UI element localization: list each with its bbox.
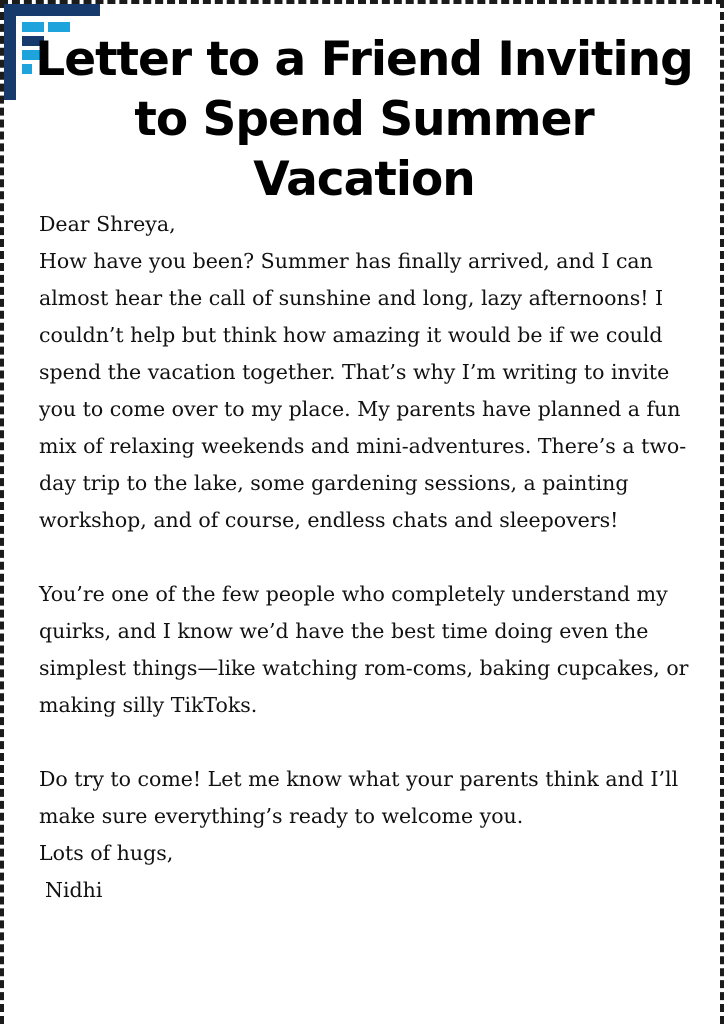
logo-left-bar xyxy=(4,4,16,100)
paragraph-spacer xyxy=(39,724,699,761)
letter-signature: Nidhi xyxy=(45,878,103,902)
logo-top-bar xyxy=(4,4,100,16)
paragraph-spacer xyxy=(39,539,699,576)
letter-body xyxy=(39,206,699,909)
letter-paragraph-1: How have you been? Summer has finally arrived, and I can almost hear the call of sunshine and long, lazy afternoons! I couldn’t help but think how amazing it would be if we could spend the vacation together. That’s why I’m writing to invite you to come over to my place. My parents have planned a fun mix of relaxing weekends and mini-adventures. There’s a two-day trip to the lake, some gardening sessions, a painting workshop, and of course, endless chats and sleepovers! xyxy=(39,249,687,532)
page-title: Letter to a Friend Inviting to Spend Summer Vacation xyxy=(35,32,693,207)
letter-paragraph-3: Do try to come! Let me know what your parents think and I’ll make sure everything’s ready to welcome you. xyxy=(39,767,679,828)
letter-salutation: Dear Shreya, xyxy=(39,212,176,236)
letter-closing: Lots of hugs, xyxy=(39,841,174,865)
letter-paragraph-2: You’re one of the few people who completely understand my quirks, and I know we’d have the best time doing even the simplest things—like watching rom-coms, baking cupcakes, or making silly TikToks. xyxy=(39,582,689,717)
